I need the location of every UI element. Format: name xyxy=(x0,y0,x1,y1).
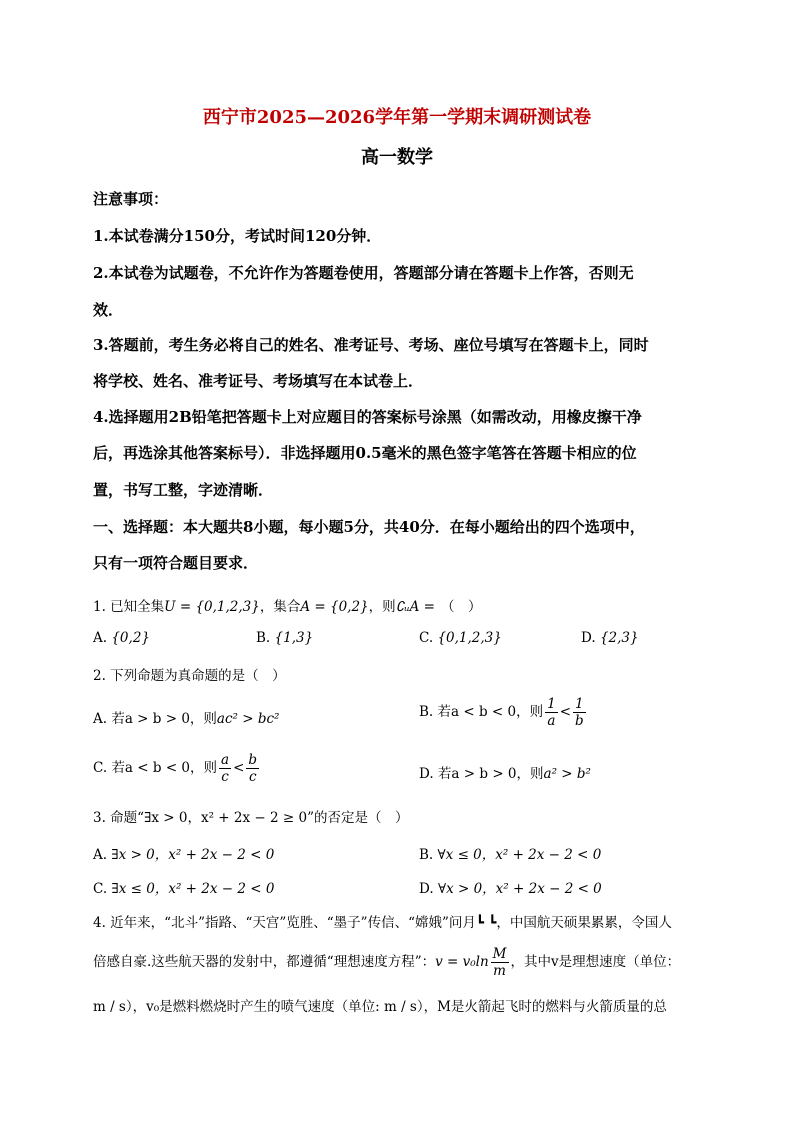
q2-option-d[interactable]: D. 若a > b > 0，则a² > b² xyxy=(419,766,591,782)
q2-option-a[interactable]: A. 若a > b > 0，则ac² > bc² xyxy=(93,711,280,727)
section-heading-cont: 只有一项符合题目要求． xyxy=(93,554,259,572)
set-u: U = {0,1,2,3} xyxy=(164,599,260,615)
notice-item: 将学校、姓名、准考证号、考场填写在本试卷上． xyxy=(93,372,424,390)
fraction: $\frac{1}{a}$ xyxy=(547,696,556,729)
question-4-line: 4. 近年来，“北斗”指路、“天宫”览胜、“墨子”传信、“嫦娥”问月┗ ┗，中国航天硕果累累，令国人 xyxy=(93,915,672,931)
question-1-stem: 1. 已知全集U = {0,1,2,3}，集合A = {0,2}，则∁ᵤA = （ ） xyxy=(93,599,482,615)
q3-option-c[interactable]: C. ∃x ≤ 0，x² + 2x − 2 < 0 xyxy=(93,881,275,897)
notice-heading: 注意事项： xyxy=(93,190,169,208)
notice-item: 4.选择题用2B铅笔把答题卡上对应题目的答案标号涂黑（如需改动，用橡皮擦干净 xyxy=(93,408,642,426)
exam-subject: 高一数学 xyxy=(361,147,433,168)
exam-title: 西宁市2025—2026学年第一学期末调研测试卷 xyxy=(202,107,592,128)
q2-option-c[interactable]: C. 若a < b < 0，则 $\frac{a}{c}$ < $\frac{b}{c}$ xyxy=(93,752,258,785)
question-4-line: 倍感自豪.这些航天器的发射中，都遵循“理想速度方程”：v = v₀ln $\frac{M}{m}$ ，其中v是理想速度（单位： xyxy=(93,946,681,979)
section-heading: 一、选择题：本大题共8小题，每小题5分，共40分．在每小题给出的四个选项中， xyxy=(93,518,645,536)
notice-item: 置，书写工整，字迹清晰． xyxy=(93,481,274,499)
q1-option-d[interactable]: D. {2,3} xyxy=(581,630,639,646)
notice-item: 后，再选涂其他答案标号）．非选择题用0.5毫米的黑色签字笔答在答题卡相应的位 xyxy=(93,444,637,462)
notice-item: 3.答题前，考生务必将自己的姓名、准考证号、考场、座位号填写在答题卡上，同时 xyxy=(93,336,649,354)
set-a: A = {0,2} xyxy=(300,599,369,615)
notice-item: 2.本试卷为试题卷，不允许作为答题卷使用，答题部分请在答题卡上作答，否则无 xyxy=(93,264,634,282)
fraction: $\frac{b}{c}$ xyxy=(248,752,258,785)
q3-option-a[interactable]: A. ∃x > 0，x² + 2x − 2 < 0 xyxy=(93,847,275,863)
equation: v = v₀ln xyxy=(435,954,489,970)
q2-option-b[interactable]: B. 若a < b < 0，则 $\frac{1}{a}$ < $\frac{1}{b}$ xyxy=(419,696,584,729)
question-3-stem: 3. 命题“∃x > 0，x² + 2x − 2 ≥ 0”的否定是（ ） xyxy=(93,810,409,826)
q3-option-d[interactable]: D. ∀x > 0，x² + 2x − 2 < 0 xyxy=(419,881,602,897)
fraction: $\frac{M}{m}$ xyxy=(492,946,507,979)
q1-option-c[interactable]: C. {0,1,2,3} xyxy=(419,630,502,646)
fraction: $\frac{a}{c}$ xyxy=(221,752,230,785)
notice-item: 1.本试卷满分150分，考试时间120分钟． xyxy=(93,227,382,245)
question-4-line: m / s），v₀是燃料燃烧时产生的喷气速度（单位: m / s），M是火箭起飞时的燃料与火箭质量的总 xyxy=(93,999,667,1015)
q3-option-b[interactable]: B. ∀x ≤ 0，x² + 2x − 2 < 0 xyxy=(419,847,602,863)
notice-item: 效． xyxy=(93,301,124,319)
q1-option-a[interactable]: A. {0,2} xyxy=(93,630,150,646)
q1-option-b[interactable]: B. {1,3} xyxy=(256,630,314,646)
complement: ∁ᵤA = xyxy=(395,599,435,615)
fraction: $\frac{1}{b}$ xyxy=(575,696,584,729)
question-2-stem: 2. 下列命题为真命题的是（ ） xyxy=(93,668,286,684)
